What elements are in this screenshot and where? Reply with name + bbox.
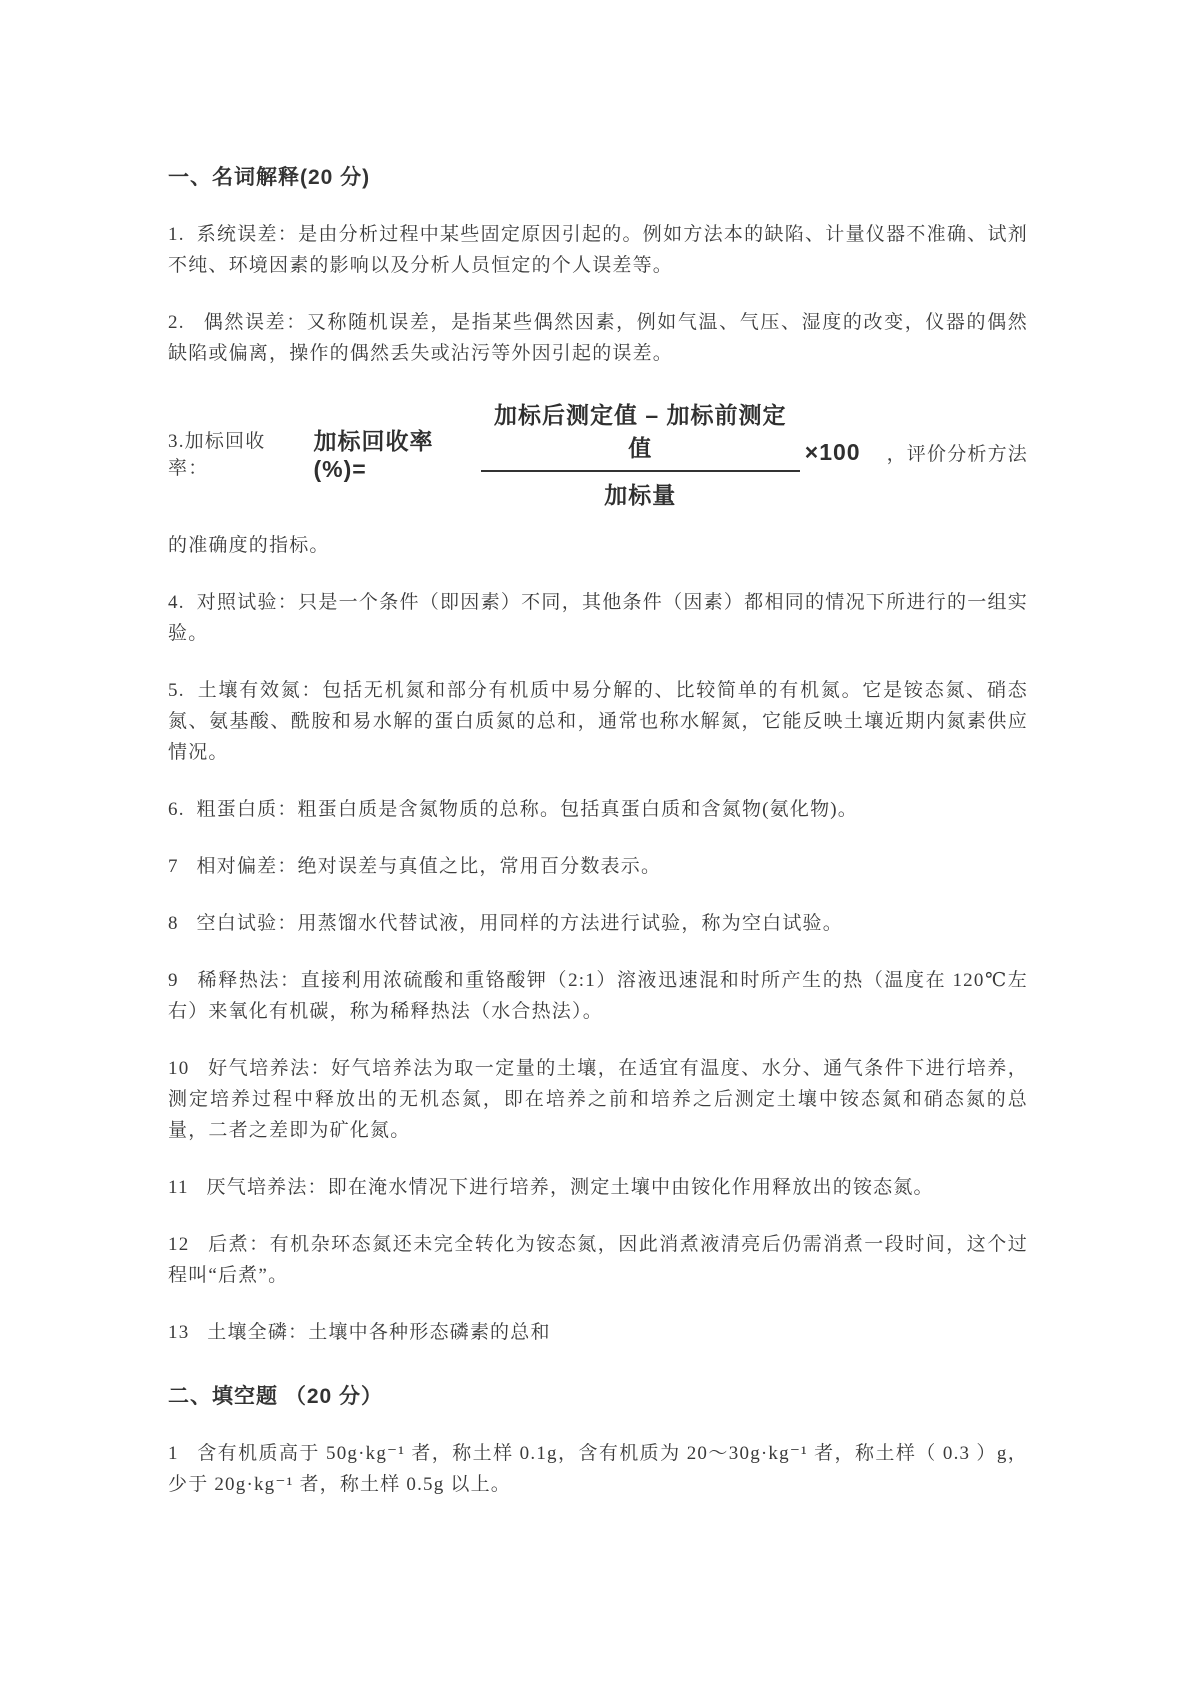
definition-item-7: 7 相对偏差：绝对误差与真值之比，常用百分数表示。 bbox=[168, 856, 662, 877]
definition-item-11: 11 厌气培养法：即在淹水情况下进行培养，测定土壤中由铵化作用释放出的铵态氮。 bbox=[168, 1177, 934, 1198]
definition-item-3 bbox=[168, 395, 1028, 510]
definition-item-13: 13 土壤全磷：土壤中各种形态磷素的总和 bbox=[168, 1322, 551, 1343]
definition-item-9: 9 稀释热法：直接利用浓硫酸和重铬酸钾（2:1）溶液迅速混和时所产生的热（温度在 120℃左右）来氧化有机碳，称为稀释热法（水合热法）。 bbox=[168, 970, 1028, 1022]
formula-tail-text: ，评价分析方法 bbox=[886, 444, 1028, 465]
section-2-heading: 二、填空题 （20 分） bbox=[168, 1385, 384, 1408]
definition-item-6: 6. 粗蛋白质：粗蛋白质是含氮物质的总称。包括真蛋白质和含氮物(氨化物)。 bbox=[168, 799, 859, 820]
definition-item-2: 2. 偶然误差：又称随机误差，是指某些偶然因素，例如气温、气压、湿度的改变，仪器的偶然缺陷或偏离，操作的偶然丢失或沾污等外因引起的误差。 bbox=[168, 312, 1028, 364]
definition-item-1: 1. 系统误差：是由分析过程中某些固定原因引起的。例如方法本的缺陷、计量仪器不准确、试剂不纯、环境因素的影响以及分析人员恒定的个人误差等。 bbox=[168, 224, 1028, 276]
definition-item-10: 10 好气培养法：好气培养法为取一定量的土壤，在适宜有温度、水分、通气条件下进行培养，测定培养过程中释放出的无机态氮，即在培养之前和培养之后测定土壤中铵态氮和硝态氮的总量，二者之差即为矿化氮。 bbox=[168, 1058, 1028, 1141]
formula-multiplier: ×100 bbox=[804, 439, 861, 465]
formula-fraction bbox=[481, 395, 800, 510]
spike-recovery-formula bbox=[313, 395, 860, 510]
definition-item-12: 12 后煮：有机杂环态氮还未完全转化为铵态氮，因此消煮液清亮后仍需消煮一段时间，这个过程叫“后煮”。 bbox=[168, 1234, 1028, 1286]
definition-item-8: 8 空白试验：用蒸馏水代替试液，用同样的方法进行试验，称为空白试验。 bbox=[168, 913, 843, 934]
definition-item-5: 5. 土壤有效氮：包括无机氮和部分有机质中易分解的、比较简单的有机氮。它是铵态氮、硝态氮、氨基酸、酰胺和易水解的蛋白质氮的总和，通常也称水解氮，它能反映土壤近期内氮素供应情况。 bbox=[168, 680, 1028, 763]
fill-blank-item-1: 1 含有机质高于 50g·kg⁻¹ 者，称土样 0.1g，含有机质为 20～30g·kg⁻¹ 者，称土样（ 0.3 ）g，少于 20g·kg⁻¹ 者，称土样 0.5g 以上。 bbox=[168, 1443, 1028, 1495]
formula-item-label: 3.加标回收率： bbox=[168, 430, 266, 479]
formula-denominator: 加标量 bbox=[604, 482, 677, 508]
formula-lhs: 加标回收率(%)= bbox=[313, 427, 434, 482]
definition-item-4: 4. 对照试验：只是一个条件（即因素）不同，其他条件（因素）都相同的情况下所进行的一组实验。 bbox=[168, 592, 1028, 644]
definition-item-3-continuation: 的准确度的指标。 bbox=[168, 535, 330, 556]
section-1-heading: 一、名词解释(20 分) bbox=[168, 166, 371, 189]
formula-numerator: 加标后测定值 – 加标前测定值 bbox=[481, 395, 800, 472]
